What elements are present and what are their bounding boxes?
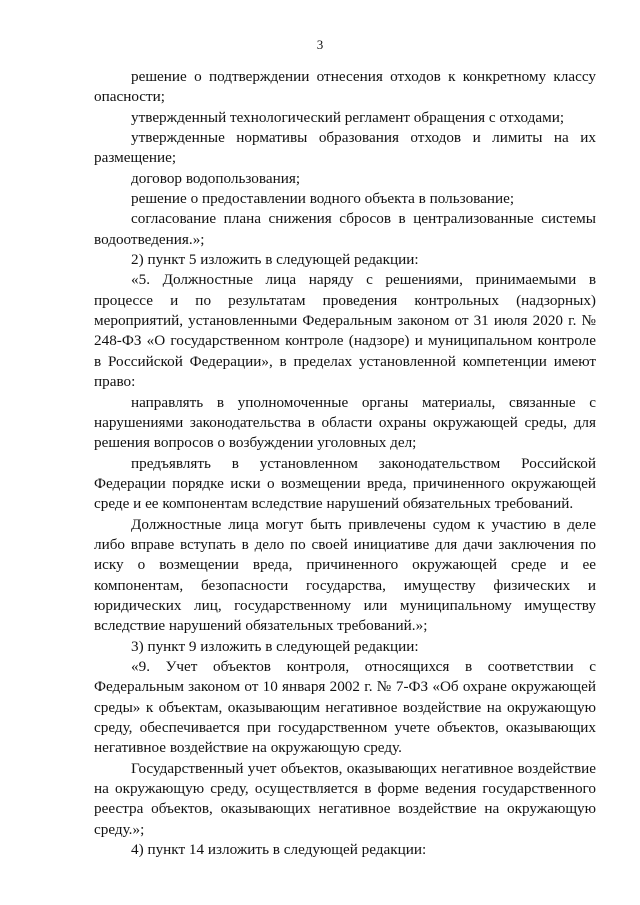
paragraph-technological-regulation: утвержденный технологический регламент обращения с отходами; [131, 108, 565, 126]
paragraph-amendment-item-3: 3) пункт 9 изложить в следующей редакции: [131, 637, 419, 655]
paragraph-waste-standards: утвержденные нормативы образования отходов и лимиты на их размещение; [94, 129, 596, 167]
paragraph-hazard-class-decision: решение о подтверждении отнесения отходов к конкретному классу опасности; [94, 68, 596, 106]
paragraph-send-materials: направлять в уполномоченные органы материалы, связанные с нарушениями законодательства в области охраны окружающей среды, для решения вопросов о возбуждении уголовных дел; [94, 393, 596, 452]
paragraph-water-body-decision: решение о предоставлении водного объекта в пользование; [131, 190, 515, 208]
paragraph-water-use-agreement: договор водопользования; [131, 169, 301, 187]
paragraph-clause-5: «5. Должностные лица наряду с решениями, принимаемыми в процессе и по результатам проведения контрольных (надзорных) мероприятий, установленными Федеральным законом от 31 июля 2020 г. № 248-ФЗ «О государственном контроле (надзоре) и муниципальном контроле в Российской Федерации», в пределах установленной компетенции имеют право: [94, 271, 596, 391]
paragraph-file-lawsuits: предъявлять в установленном законодательством Российской Федерации порядке иски о возмещении вреда, причиненного окружающей среде и ее компонентам вследствие нарушений обязательных требований. [94, 454, 596, 513]
page-number: 3 [316, 37, 324, 52]
paragraph-amendment-item-2: 2) пункт 5 изложить в следующей редакции: [131, 251, 419, 269]
document-body [94, 67, 596, 860]
paragraph-discharge-reduction-plan: согласование плана снижения сбросов в централизованные системы водоотведения.»; [94, 210, 596, 248]
paragraph-state-registry: Государственный учет объектов, оказывающих негативное воздействие на окружающую среду, осуществляется в форме ведения государственного реестра объектов, оказывающих негативное воздействие на окружающую среду.»; [94, 759, 596, 838]
paragraph-clause-9: «9. Учет объектов контроля, относящихся в соответствии с Федеральным законом от 10 января 2002 г. № 7-ФЗ «Об охране окружающей среды» к объектам, оказывающим негативное воздействие на окружающую среду, обеспечивается при государственном учете объектов, оказывающих негативное воздействие на окружающую среду. [94, 657, 596, 757]
paragraph-court-participation: Должностные лица могут быть привлечены судом к участию в деле либо вправе вступать в дело по своей инициативе для дачи заключения по иску о возмещении вреда, причиненного окружающей среде и ее компонентам, безопасности государства, имуществу физических и юридических лиц, государственному или муниципальному имуществу вследствие нарушений обязательных требований.»; [94, 515, 596, 635]
paragraph-amendment-item-4: 4) пункт 14 изложить в следующей редакции: [131, 841, 427, 859]
